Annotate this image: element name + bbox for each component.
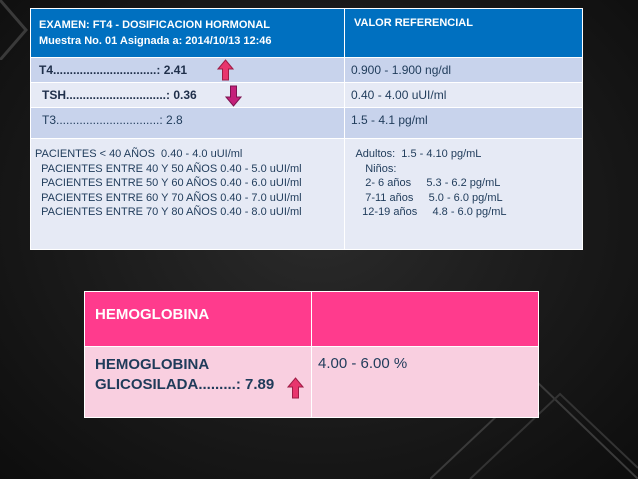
- age-range-line: PACIENTES ENTRE 40 Y 50 AÑOS 0.40 - 5.0 uUI/ml: [35, 162, 302, 175]
- hba1c-cell: [85, 347, 312, 418]
- hemoglobin-header-cell: [85, 292, 312, 347]
- tsh-ref: 0.40 - 4.00 uUI/ml: [351, 88, 447, 102]
- t4-ref: 0.900 - 1.900 ng/dl: [351, 63, 452, 77]
- t3-ref: 1.5 - 4.1 pg/ml: [351, 113, 428, 127]
- hemoglobin-table: [84, 291, 539, 418]
- t3-cell: [31, 108, 345, 139]
- hba1c-result: GLICOSILADA.........: 7.89: [95, 376, 275, 393]
- hormone-table: [30, 8, 583, 250]
- sample-info: Muestra No. 01 Asignada a: 2014/10/13 12:46: [39, 35, 272, 47]
- exam-header-cell: [31, 9, 345, 58]
- hemoglobin-header-empty-cell: [312, 292, 539, 347]
- tsh-result: TSH..............................: 0.36: [42, 88, 197, 102]
- age-range-line: Niños:: [353, 162, 397, 175]
- t3-age-ranges-cell: [345, 139, 583, 250]
- t3-result: T3...............................: 2.8: [42, 113, 183, 127]
- hba1c-ref: 4.00 - 6.00 %: [318, 355, 408, 372]
- age-range-line: 7-11 años 5.0 - 6.0 pg/mL: [353, 191, 503, 204]
- age-range-line: 12-19 años 4.8 - 6.0 pg/mL: [353, 206, 507, 218]
- age-range-line: PACIENTES ENTRE 60 Y 70 AÑOS 0.40 - 7.0 uUI/ml: [35, 191, 302, 204]
- tsh-age-ranges-cell: [31, 139, 345, 250]
- tsh-cell: [31, 83, 345, 108]
- ref-header-label: VALOR REFERENCIAL: [354, 17, 473, 29]
- age-range-line: Adultos: 1.5 - 4.10 pg/mL: [353, 148, 482, 160]
- exam-title: EXAMEN: FT4 - DOSIFICACION HORMONAL: [39, 19, 270, 31]
- arrow-up-icon: [217, 59, 234, 81]
- age-range-line: PACIENTES ENTRE 70 Y 80 AÑOS 0.40 - 8.0 uUI/ml: [35, 206, 302, 218]
- age-range-line: 2- 6 años 5.3 - 6.2 pg/mL: [353, 177, 501, 189]
- age-range-line: PACIENTES < 40 AÑOS 0.40 - 4.0 uUI/ml: [35, 148, 243, 160]
- tsh-ref-cell: [345, 83, 583, 108]
- hba1c-ref-cell: [312, 347, 539, 418]
- arrow-up-icon: [287, 377, 304, 399]
- t3-ref-cell: [345, 108, 583, 139]
- age-range-line: PACIENTES ENTRE 50 Y 60 AÑOS 0.40 - 6.0 uUI/ml: [35, 177, 302, 189]
- hba1c-label-line1: HEMOGLOBINA: [95, 356, 210, 373]
- t4-result: T4...............................: 2.41: [39, 63, 188, 77]
- t4-ref-cell: [345, 58, 583, 83]
- hemoglobin-header: HEMOGLOBINA: [95, 306, 210, 323]
- t4-cell: [31, 58, 345, 83]
- arrow-down-icon: [225, 85, 242, 107]
- ref-header-cell: [345, 9, 583, 58]
